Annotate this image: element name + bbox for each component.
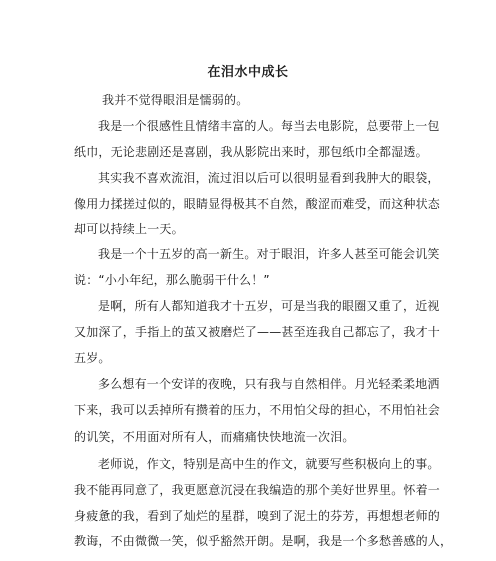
text-line: 纸巾，无论悲剧还是喜剧，我从影院出来时，那包纸巾全都湿透。 <box>74 145 428 159</box>
text-line: 说：“小小年纪，那么脆弱干什么！” <box>74 273 270 287</box>
text-line: 老师说，作文，特别是高中生的作文，就要写些积极向上的事。 <box>98 457 440 471</box>
text-line: 又加深了，手指上的茧又被磨烂了——甚至连我自己都忘了，我才十 <box>74 325 441 339</box>
text-line: 下来，我可以丢掉所有攒着的压力，不用怕父母的担心，不用怕社会 <box>74 403 441 417</box>
text-line: 我不能再同意了，我更愿意沉浸在我编造的那个美好世界里。怀着一 <box>74 483 441 497</box>
document-title: 在泪水中成长 <box>207 65 289 80</box>
text-line: 多么想有一个安详的夜晚，只有我与自然相伴。月光轻柔柔地洒 <box>98 377 440 391</box>
text-line: 却可以持续上一天。 <box>74 222 184 236</box>
text-line: 的讥笑，不用面对所有人，而痛痛快快地流一次泪。 <box>74 430 355 444</box>
text-line: 我并不觉得眼泪是懦弱的。 <box>102 93 249 107</box>
text-line: 我是一个很感性且情绪丰富的人。每当去电影院，总要带上一包 <box>98 119 440 133</box>
text-line: 教诲，不由微微一笑，似乎豁然开朗。是啊，我是一个多愁善感的人， <box>74 534 453 548</box>
text-line: 我是一个十五岁的高一新生。对于眼泪，许多人甚至可能会讥笑 <box>98 247 440 261</box>
text-line: 是啊，所有人都知道我才十五岁，可是当我的眼圈又重了，近视 <box>98 299 440 313</box>
text-line: 像用力揉搓过似的，眼睛显得极其不自然，酸涩而难受，而这种状态 <box>74 197 441 211</box>
text-line: 五岁。 <box>74 351 111 365</box>
text-line: 身疲惫的我，看到了灿烂的星群，嗅到了泥土的芬芳，再想想老师的 <box>74 509 441 523</box>
text-line: 其实我不喜欢流泪，流过泪以后可以很明显看到我肿大的眼袋， <box>98 171 440 185</box>
